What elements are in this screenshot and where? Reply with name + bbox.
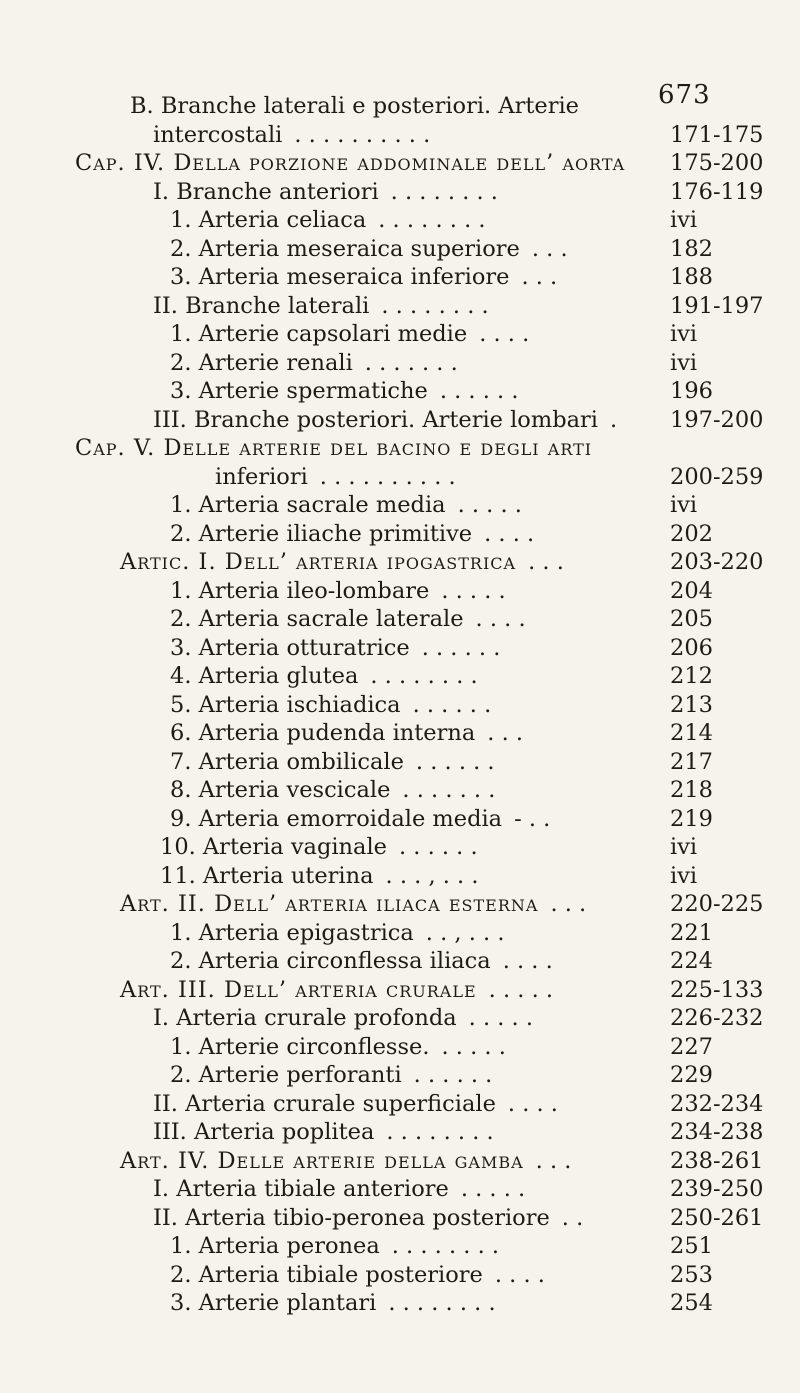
- toc-entry-label: Cap. V. Delle arterie del bacino e degli arti: [75, 435, 593, 461]
- toc-entry-label: 2. Arteria sacrale laterale: [170, 606, 464, 632]
- toc-row: [0, 1033, 800, 1062]
- toc-entry: [170, 719, 523, 748]
- toc-row: [0, 605, 800, 634]
- toc-page-ref: 217: [670, 748, 713, 775]
- toc-entry: [170, 748, 495, 777]
- toc-leader-dots: . . . . . . . .: [370, 663, 478, 689]
- toc-row: [0, 890, 800, 919]
- toc-page-ref: 250-261: [670, 1204, 764, 1231]
- toc-leader-dots: . . . . . .: [412, 691, 492, 718]
- toc-row: [0, 206, 800, 235]
- toc-leader-dots: . . . .: [502, 948, 553, 974]
- toc-page-ref: ivi: [670, 207, 698, 233]
- toc-entry: [120, 976, 553, 1005]
- toc-page-ref: 176-119: [670, 178, 764, 205]
- toc-page-ref: 204: [670, 577, 713, 604]
- toc-entry: [215, 463, 456, 492]
- toc-entry-label: I. Branche anteriori: [153, 178, 379, 205]
- toc-leader-dots: . . . . . . .: [402, 777, 496, 803]
- toc-page-ref: 175-200: [670, 150, 764, 176]
- toc-entry: [170, 520, 534, 549]
- toc-entry-label: 3. Arterie plantari: [170, 1290, 377, 1316]
- toc-entry: [75, 434, 604, 463]
- toc-row: [0, 1118, 800, 1147]
- toc-row: [0, 748, 800, 777]
- toc-leader-dots: . . . . . .: [413, 1062, 493, 1088]
- toc-row: [0, 833, 800, 862]
- toc-row: [0, 491, 800, 520]
- toc-entry-label: 1. Arteria celiaca: [170, 207, 367, 233]
- toc-entry: [170, 206, 486, 235]
- toc-page-ref: 196: [670, 378, 713, 404]
- toc-leader-dots: . . . . . .: [415, 748, 495, 775]
- toc-page-ref: 234-238: [670, 1119, 764, 1145]
- toc-page-ref: 251: [670, 1233, 713, 1259]
- toc-row: [0, 434, 800, 463]
- toc-page-ref: 205: [670, 606, 713, 632]
- toc-leader-dots: . . . . .: [488, 976, 554, 1003]
- toc-leader-dots: . . . . .: [441, 1033, 506, 1060]
- toc-page-ref: 238-261: [670, 1147, 764, 1174]
- toc-entry: [160, 862, 479, 891]
- toc-leader-dots: . . . . . . . . . .: [294, 121, 431, 148]
- toc-row: [0, 1175, 800, 1204]
- toc-page-ref: 218: [670, 777, 713, 803]
- toc-page-ref: 220-225: [670, 891, 764, 917]
- toc-leader-dots: . . . . .: [441, 577, 506, 604]
- toc-page-ref: 171-175: [670, 121, 764, 148]
- table-of-contents: [0, 92, 800, 1318]
- toc-row: [0, 178, 800, 207]
- toc-entry: [170, 263, 557, 292]
- toc-row: [0, 263, 800, 292]
- toc-entry-label: 1. Arteria sacrale media: [170, 492, 446, 518]
- toc-entry: [153, 121, 430, 150]
- toc-row: [0, 919, 800, 948]
- toc-entry: [170, 634, 500, 663]
- toc-leader-dots: . . . .: [494, 1261, 545, 1288]
- toc-leader-dots: . . . . . . .: [364, 349, 458, 376]
- toc-entry: [170, 776, 495, 805]
- toc-leader-dots: . . . . .: [457, 492, 522, 518]
- toc-row: [0, 691, 800, 720]
- toc-leader-dots: . . . . . . . .: [386, 1119, 494, 1145]
- toc-row: [0, 463, 800, 492]
- toc-row: [0, 662, 800, 691]
- toc-row: [0, 149, 800, 178]
- toc-row: [0, 1061, 800, 1090]
- toc-page-ref: 239-250: [670, 1176, 764, 1202]
- toc-entry-label: Cap. IV. Della porzione addominale dell’ aorta: [75, 150, 626, 176]
- toc-entry: [170, 1289, 496, 1318]
- toc-entry-label: B. Branche laterali e posteriori. Arterie: [130, 93, 579, 119]
- toc-page-ref: 221: [670, 919, 713, 946]
- toc-page-ref: 224: [670, 948, 713, 974]
- toc-entry-label: I. Arteria crurale profonda: [153, 1005, 457, 1031]
- toc-row: [0, 1289, 800, 1318]
- toc-page-ref: 191-197: [670, 292, 764, 319]
- toc-entry: [170, 320, 529, 349]
- toc-entry: [170, 1033, 506, 1062]
- toc-entry: [160, 833, 478, 862]
- toc-page-ref: 213: [670, 691, 713, 718]
- toc-page-ref: ivi: [670, 492, 698, 518]
- toc-row: [0, 320, 800, 349]
- toc-entry-label: 3. Arterie spermatiche: [170, 378, 428, 404]
- toc-page-ref: 232-234: [670, 1090, 764, 1117]
- toc-row: [0, 548, 800, 577]
- toc-entry: [170, 235, 568, 264]
- toc-entry-label: 2. Arteria circonflessa iliaca: [170, 948, 491, 974]
- toc-entry: [170, 491, 522, 520]
- toc-entry-label: 2. Arteria meseraica superiore: [170, 235, 520, 262]
- toc-entry-label: intercostali: [153, 121, 283, 148]
- toc-entry-label: 11. Arteria uterina: [160, 862, 374, 889]
- toc-entry-label: 1. Arteria ileo-lombare: [170, 577, 430, 604]
- toc-page-ref: ivi: [670, 862, 698, 889]
- toc-page-ref: 229: [670, 1062, 713, 1088]
- toc-row: [0, 1004, 800, 1033]
- toc-page-ref: 188: [670, 264, 713, 290]
- toc-entry-label: Artic. I. Dell’ arteria ipogastrica: [120, 549, 517, 575]
- toc-entry-label: 1. Arteria epigastrica: [170, 919, 414, 946]
- toc-entry: [170, 947, 553, 976]
- toc-leader-dots: . . .: [535, 1147, 572, 1174]
- toc-entry-label: Art. II. Dell’ arteria iliaca esterna: [120, 891, 539, 917]
- toc-row: [0, 92, 800, 121]
- toc-entry: [170, 1261, 545, 1290]
- toc-leader-dots: . . . .: [484, 520, 535, 547]
- toc-leader-dots: . . . . . . . . . .: [319, 463, 456, 490]
- toc-leader-dots: . . . . . . . .: [378, 207, 486, 233]
- toc-row: [0, 121, 800, 150]
- toc-leader-dots: . . . , . . .: [385, 862, 479, 889]
- toc-page-ref: 200-259: [670, 463, 764, 490]
- toc-entry-label: 10. Arteria vaginale: [160, 834, 387, 860]
- toc-entry: [170, 577, 506, 606]
- toc-page-ref: 254: [670, 1290, 713, 1316]
- toc-leader-dots: . . . . . .: [439, 378, 519, 404]
- toc-row: [0, 776, 800, 805]
- toc-leader-dots: . . . . . . . .: [391, 1233, 500, 1259]
- toc-entry-label: 2. Arterie iliache primitive: [170, 520, 473, 547]
- toc-leader-dots: . . .: [531, 235, 568, 262]
- toc-leader-dots: . . . .: [475, 606, 526, 632]
- toc-entry: [153, 178, 498, 207]
- toc-leader-dots: . .: [561, 1204, 584, 1231]
- toc-entry-label: Art. III. Dell’ arteria crurale: [120, 976, 477, 1003]
- toc-row: [0, 292, 800, 321]
- toc-row: [0, 1261, 800, 1290]
- toc-page-ref: ivi: [670, 349, 698, 376]
- toc-entry: [170, 1232, 499, 1261]
- toc-entry: [130, 92, 591, 121]
- toc-page-ref: 203-220: [670, 549, 764, 575]
- toc-entry: [120, 548, 564, 577]
- toc-entry: [153, 292, 489, 321]
- toc-entry-label: Art. IV. Delle arterie della gamba: [120, 1147, 524, 1174]
- toc-entry-label: 6. Arteria pudenda interna: [170, 720, 476, 746]
- toc-entry: [153, 1090, 558, 1119]
- toc-leader-dots: . . . . . .: [398, 834, 478, 860]
- toc-leader-dots: . . . . . . . .: [381, 292, 489, 319]
- toc-entry-label: II. Branche laterali: [153, 292, 370, 319]
- toc-entry: [153, 1118, 494, 1147]
- toc-entry: [75, 149, 637, 178]
- toc-row: [0, 1090, 800, 1119]
- toc-leader-dots: .: [609, 406, 618, 433]
- toc-entry: [170, 1061, 492, 1090]
- toc-leader-dots: . . .: [487, 720, 524, 746]
- toc-row: [0, 719, 800, 748]
- toc-leader-dots: . . . . . .: [421, 634, 501, 661]
- toc-entry: [153, 1004, 533, 1033]
- toc-row: [0, 1147, 800, 1176]
- toc-leader-dots: . . .: [521, 264, 558, 290]
- toc-entry: [120, 1147, 571, 1176]
- toc-entry: [170, 919, 504, 948]
- toc-entry-label: II. Arteria crurale superficiale: [153, 1090, 496, 1117]
- toc-page-ref: 219: [670, 805, 713, 832]
- toc-entry-label: 2. Arterie renali: [170, 349, 353, 376]
- toc-entry-label: 1. Arteria peronea: [170, 1233, 380, 1259]
- toc-entry-label: 9. Arteria emorroidale media: [170, 805, 503, 832]
- toc-page-ref: 202: [670, 520, 713, 547]
- toc-entry-label: III. Branche posteriori. Arterie lombari: [153, 406, 598, 433]
- toc-leader-dots: . . . .: [507, 1090, 558, 1117]
- toc-page-ref: 214: [670, 720, 713, 746]
- toc-page-ref: ivi: [670, 834, 698, 860]
- toc-leader-dots: . . . .: [479, 321, 530, 347]
- toc-row: [0, 634, 800, 663]
- toc-entry: [170, 605, 526, 634]
- toc-row: [0, 349, 800, 378]
- toc-leader-dots: - . .: [514, 805, 551, 832]
- toc-row: [0, 805, 800, 834]
- toc-entry-label: inferiori: [215, 463, 308, 490]
- toc-entry-label: III. Arteria poplitea: [153, 1119, 375, 1145]
- toc-row: [0, 976, 800, 1005]
- toc-entry-label: 2. Arterie perforanti: [170, 1062, 402, 1088]
- toc-leader-dots: . . . . . . . .: [388, 1290, 496, 1316]
- toc-row: [0, 406, 800, 435]
- toc-entry: [153, 406, 617, 435]
- toc-page-ref: 212: [670, 663, 713, 689]
- toc-entry-label: 2. Arteria tibiale posteriore: [170, 1261, 483, 1288]
- toc-page-ref: 225-133: [670, 976, 764, 1003]
- toc-page-ref: 253: [670, 1261, 713, 1288]
- toc-page-ref: ivi: [670, 321, 698, 347]
- toc-row: [0, 235, 800, 264]
- toc-row: [0, 377, 800, 406]
- toc-page-ref: 226-232: [670, 1005, 764, 1031]
- toc-page-ref: 182: [670, 235, 713, 262]
- toc-row: [0, 1232, 800, 1261]
- toc-entry: [170, 805, 550, 834]
- toc-entry-label: 3. Arteria meseraica inferiore: [170, 264, 510, 290]
- toc-entry-label: 4. Arteria glutea: [170, 663, 359, 689]
- toc-entry: [170, 691, 491, 720]
- toc-entry-label: II. Arteria tibio-peronea posteriore: [153, 1204, 550, 1231]
- toc-page-ref: 227: [670, 1033, 713, 1060]
- toc-entry: [153, 1175, 525, 1204]
- toc-entry: [153, 1204, 583, 1233]
- toc-leader-dots: . . . . .: [468, 1005, 534, 1031]
- toc-leader-dots: . . , . . .: [425, 919, 505, 946]
- toc-leader-dots: . . .: [550, 891, 587, 917]
- toc-entry-label: 3. Arteria otturatrice: [170, 634, 410, 661]
- toc-entry: [120, 890, 586, 919]
- toc-entry-label: 5. Arteria ischiadica: [170, 691, 401, 718]
- toc-leader-dots: . . .: [528, 549, 564, 575]
- toc-row: [0, 1204, 800, 1233]
- toc-page-ref: 197-200: [670, 406, 764, 433]
- toc-row: [0, 862, 800, 891]
- toc-leader-dots: . . . . . . . .: [390, 178, 498, 205]
- toc-entry-label: 1. Arterie capsolari medie: [170, 321, 468, 347]
- toc-page-ref: 206: [670, 634, 713, 661]
- toc-entry: [170, 349, 458, 378]
- toc-row: [0, 577, 800, 606]
- toc-entry-label: 8. Arteria vescicale: [170, 777, 391, 803]
- toc-entry: [170, 662, 478, 691]
- toc-entry-label: 1. Arterie circonflesse.: [170, 1033, 430, 1060]
- toc-entry-label: I. Arteria tibiale anteriore: [153, 1176, 449, 1202]
- toc-leader-dots: . . . . .: [460, 1176, 526, 1202]
- toc-entry: [170, 377, 519, 406]
- toc-row: [0, 947, 800, 976]
- toc-row: [0, 520, 800, 549]
- page-number: 673: [658, 80, 711, 110]
- toc-entry-label: 7. Arteria ombilicale: [170, 748, 404, 775]
